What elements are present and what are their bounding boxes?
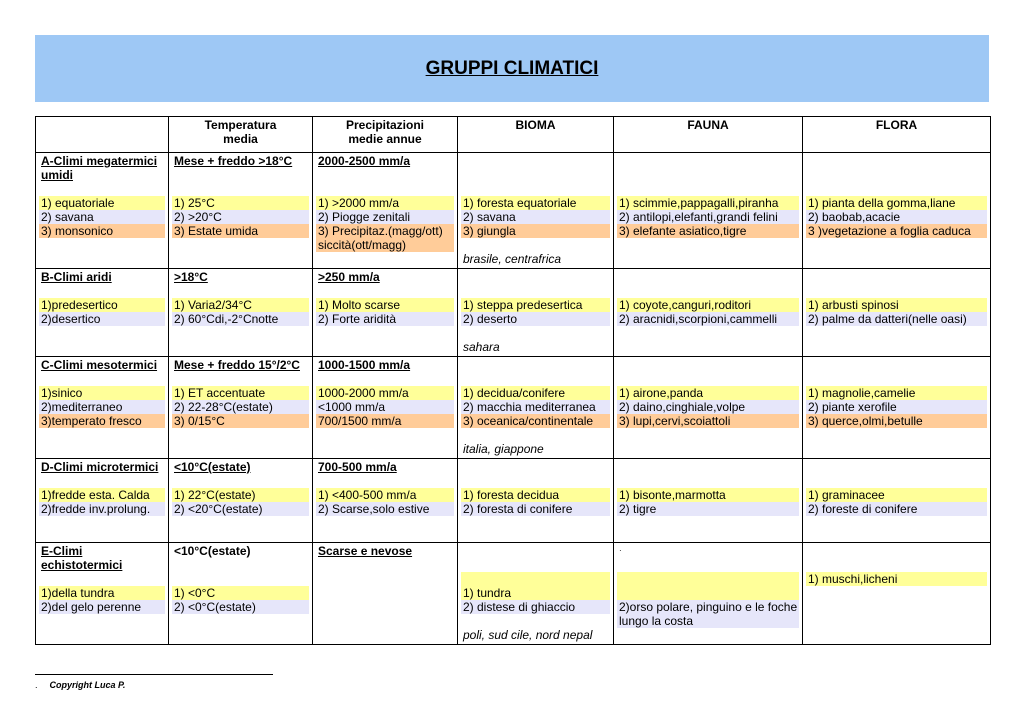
bioma-value: 2) deserto — [461, 312, 610, 326]
prec-value: 1) >2000 mm/a — [316, 196, 454, 210]
flora-value: 2) piante xerofile — [806, 400, 987, 414]
temp-heading: >18°C — [174, 270, 208, 284]
prec-heading: Scarse e nevose — [318, 544, 413, 558]
header-flora: FLORA — [803, 117, 991, 153]
temp-heading: Mese + freddo >18°C — [174, 154, 293, 168]
temp-value: 1) 22°C(estate) — [172, 488, 309, 502]
table-row — [36, 153, 991, 269]
bioma-note: brasile, centrafrica — [463, 252, 562, 266]
header-precipitation: Precipitazioni medie annue — [313, 117, 458, 153]
bioma-value: 1) steppa predesertica — [461, 298, 610, 312]
climate-type: 1)fredde esta. Calda — [39, 488, 165, 502]
temp-value: 1) Varia2/34°C — [172, 298, 309, 312]
table-row — [36, 459, 991, 543]
header-temperature: Temperatura media — [169, 117, 313, 153]
climate-type: 2)mediterraneo — [39, 400, 165, 414]
bioma-value: 1) foresta equatoriale — [461, 196, 610, 210]
prec-value: 1) Molto scarse — [316, 298, 454, 312]
flora-value: 2) foreste di conifere — [806, 502, 987, 516]
prec-value: 2) Scarse,solo estive — [316, 502, 454, 516]
fauna-value: 3) elefante asiatico,tigre — [617, 224, 799, 238]
flora-value: 2) palme da datteri(nelle oasi) — [806, 312, 987, 326]
flora-value: 2) baobab,acacie — [806, 210, 987, 224]
flora-value: 1) magnolie,camelie — [806, 386, 987, 400]
temp-heading: <10°C(estate) — [174, 460, 251, 474]
table-row — [36, 269, 991, 357]
flora-value: 3 )vegetazione a foglia caduca — [806, 224, 987, 238]
fauna-value: 2)orso polare, pinguino e le foche lungo la costa — [619, 600, 798, 628]
group-name: B-Climi aridi — [41, 270, 112, 284]
fauna-value: 1) coyote,canguri,roditori — [617, 298, 799, 312]
temp-value: 1) ET accentuate — [172, 386, 309, 400]
temp-heading: Mese + freddo 15°/2°C — [174, 358, 300, 372]
climate-type: 1)predesertico — [39, 298, 165, 312]
fauna-value: 1) scimmie,pappagalli,piranha — [617, 196, 799, 210]
prec-value: 3) Precipitaz.(magg/ott) siccità(ott/magg) — [316, 224, 454, 252]
climate-type: 3) monsonico — [39, 224, 165, 238]
bioma-value: 2) savana — [461, 210, 610, 224]
group-name: E-Climi echistotermici — [41, 544, 123, 572]
temp-value: 3) 0/15°C — [172, 414, 309, 428]
fauna-value: 3) lupi,cervi,scoiattoli — [617, 414, 799, 428]
prec-heading: >250 mm/a — [318, 270, 380, 284]
bioma-value: 2) macchia mediterranea — [461, 400, 610, 414]
prec-value: 2) Piogge zenitali — [316, 210, 454, 224]
flora-value: 1) pianta della gomma,liane — [806, 196, 987, 210]
temp-value: 2) 60°Cdi,-2°Cnotte — [172, 312, 309, 326]
temp-value: 3) Estate umida — [172, 224, 309, 238]
bioma-value: 2) foresta di conifere — [461, 502, 610, 516]
flora-value: 1) graminacee — [806, 488, 987, 502]
footer-divider — [35, 674, 273, 675]
climate-table — [35, 116, 991, 645]
bioma-value: 1) foresta decidua — [461, 488, 610, 502]
fauna-dot: · — [619, 546, 622, 555]
header-fauna: FAUNA — [614, 117, 803, 153]
climate-type: 2)desertico — [39, 312, 165, 326]
table-row — [36, 543, 991, 645]
fauna-value: 1) bisonte,marmotta — [617, 488, 799, 502]
climate-type: 1)sinico — [39, 386, 165, 400]
prec-value: 1000-2000 mm/a — [316, 386, 454, 400]
prec-value: 700/1500 mm/a — [316, 414, 454, 428]
prec-heading: 700-500 mm/a — [318, 460, 397, 474]
title-banner — [35, 35, 989, 102]
temp-value: 2) >20°C — [172, 210, 309, 224]
bioma-value: 1) decidua/conifere — [461, 386, 610, 400]
temp-value: 2) 22-28°C(estate) — [172, 400, 309, 414]
bioma-note: poli, sud cile, nord nepal — [463, 628, 593, 642]
prec-heading: 2000-2500 mm/a — [318, 154, 411, 168]
fauna-value: 2) daino,cinghiale,volpe — [617, 400, 799, 414]
header-row — [36, 117, 991, 153]
table-row — [36, 357, 991, 459]
prec-value: <1000 mm/a — [316, 400, 454, 414]
bioma-value: 2) distese di ghiaccio — [461, 600, 610, 614]
fauna-value: 2) aracnidi,scorpioni,cammelli — [617, 312, 799, 326]
fauna-value: 2) tigre — [617, 502, 799, 516]
group-name: D-Climi microtermici — [41, 460, 159, 474]
bioma-value: 3) giungla — [461, 224, 610, 238]
group-name: C-Climi mesotermici — [41, 358, 158, 372]
flora-value: 1) arbusti spinosi — [806, 298, 987, 312]
bioma-note: sahara — [463, 340, 500, 354]
header-bioma: BIOMA — [458, 117, 614, 153]
temp-value: 2) <20°C(estate) — [172, 502, 309, 516]
climate-type: 3)temperato fresco — [39, 414, 165, 428]
prec-value: 2) Forte aridità — [316, 312, 454, 326]
climate-type: 1) equatoriale — [39, 196, 165, 210]
bioma-note: italia, giappone — [463, 442, 544, 456]
climate-type: 1)della tundra — [39, 586, 165, 600]
climate-type: 2)del gelo perenne — [39, 600, 165, 614]
footer — [35, 680, 125, 690]
group-name: A-Climi megatermici umidi — [41, 154, 158, 182]
fauna-value: 1) airone,panda — [617, 386, 799, 400]
flora-value: 3) querce,olmi,betulle — [806, 414, 987, 428]
temp-heading: <10°C(estate) — [174, 544, 251, 558]
temp-value: 1) <0°C — [172, 586, 309, 600]
page-title: GRUPPI CLIMATICI — [425, 58, 599, 79]
header-group — [36, 117, 169, 153]
bioma-value: 1) tundra — [461, 586, 610, 600]
bioma-value: 3) oceanica/continentale — [461, 414, 610, 428]
temp-value: 1) 25°C — [172, 196, 309, 210]
climate-type: 2) savana — [39, 210, 165, 224]
prec-value: 1) <400-500 mm/a — [316, 488, 454, 502]
copyright-text: Copyright Luca P. — [49, 680, 126, 690]
footer-dot: . — [35, 680, 38, 690]
fauna-value: 2) antilopi,elefanti,grandi felini — [617, 210, 799, 224]
flora-value: 1) muschi,licheni — [806, 572, 987, 586]
climate-type: 2)fredde inv.prolung. — [39, 502, 165, 516]
temp-value: 2) <0°C(estate) — [172, 600, 309, 614]
prec-heading: 1000-1500 mm/a — [318, 358, 411, 372]
